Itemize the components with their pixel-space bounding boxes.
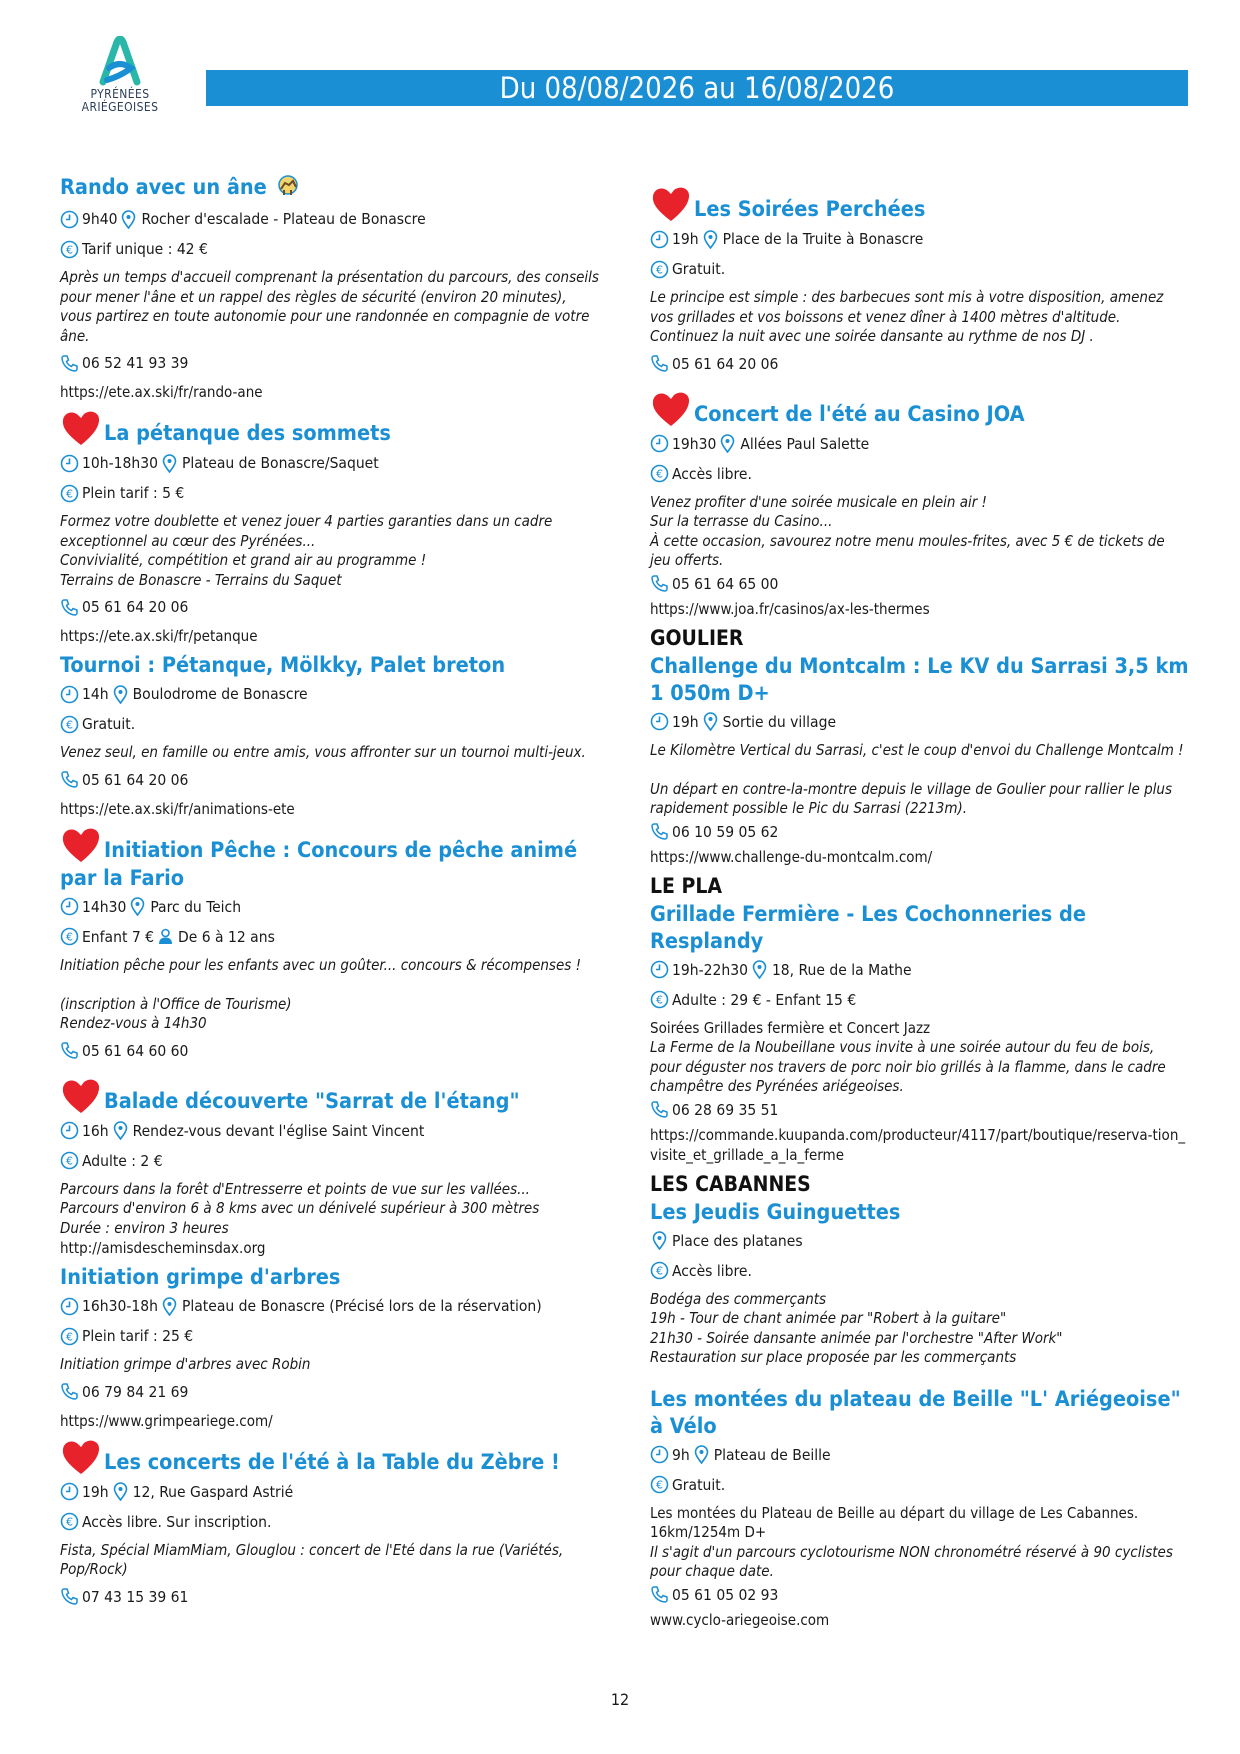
euro-icon [60,484,79,503]
event-rando-ane [60,174,600,402]
svg-text:€: € [656,993,663,1007]
clock-icon [650,434,669,453]
event-description: Après un temps d'accueil comprenant la présentation du parcours, des conseils pour mener l'âne et un rappel des règles de sécurité (environ 20 minutes), vous partirez en toute autonomie pour une randonnée en compagnie de votre âne. [60,268,599,345]
event-place: Plateau de Bonascre/Saquet [181,454,379,472]
event-place: Plateau de Beille [713,1445,831,1464]
svg-text:€: € [656,1478,663,1492]
clock-icon [650,712,669,731]
logo-line-2: ARIÉGEOISES [81,100,159,114]
event-title[interactable]: Les Soirées Perchées [694,197,926,222]
svg-text:€: € [656,1264,663,1278]
event-phone[interactable]: 06 52 41 93 39 [82,354,189,372]
svg-text:€: € [66,1515,73,1529]
location-pin-icon [160,1297,179,1316]
event-place: 12, Rue Gaspard Astrié [132,1482,294,1501]
phone-icon [60,770,79,789]
logo-mark-icon [97,36,143,88]
clock-icon [60,210,79,229]
svg-text:€: € [656,263,663,276]
event-jeudis-guinguettes [650,1199,1190,1368]
heart-icon [650,389,692,429]
phone-icon [60,1041,79,1060]
location-pin-icon [718,434,737,453]
event-time: 19h [82,1482,109,1501]
logo [70,36,170,124]
event-place: Boulodrome de Bonascre [132,685,308,703]
left-column [60,174,600,1616]
location-pin-icon [701,712,720,731]
location-pin-icon [111,1482,130,1501]
heart-icon [60,408,102,448]
euro-icon [60,1151,79,1170]
svg-text:€: € [66,930,73,944]
euro-icon [650,260,669,279]
euro-icon [60,1512,79,1531]
phone-icon [650,1585,669,1604]
event-time: 19h30 [672,434,717,453]
event-description: Bodéga des commerçants 19h - Tour de chant animée par "Robert à la guitare" 21h30 - Soirée dansante animée par l'orchestre "After Work" Restauration sur place proposée par les commerçants [650,1289,1063,1366]
event-title[interactable]: Grillade Fermière - Les Cochonneries de Resplandy [650,901,1086,954]
clock-icon [60,897,79,916]
event-price: Accès libre. Sur inscription. [82,1512,272,1531]
event-place: Sortie du village [722,712,837,731]
event-balade-sarrat [60,1076,600,1259]
clock-icon [60,1121,79,1140]
heart-icon [60,825,102,865]
phone-icon [60,354,79,373]
event-link[interactable]: https://ete.ax.ski/fr/petanque [60,627,258,645]
event-title[interactable]: Les concerts de l'été à la Table du Zèbre ! [104,1449,560,1475]
clock-icon [60,454,79,473]
location-pin-icon [119,210,138,229]
page-number: 12 [610,1690,630,1709]
event-link[interactable]: https://commande.kuupanda.com/producteur/4117/part/boutique/reserva-tion_visite_et_grillade_a_la_ferme [650,1125,1186,1164]
event-description: Formez votre doublette et venez jouer 4 parties garanties dans un cadre exceptionnel au cœur des Pyrénées... Convivialité, compétition et grand air au programme ! Terrains de Bonascre - Terrains du Saquet [60,512,553,589]
euro-icon [650,1475,669,1494]
event-casino-joa [650,389,1190,619]
svg-text:€: € [66,243,73,256]
event-description: La Ferme de la Noubeillane vous invite à une soirée autour du feu de bois, pour déguster nos travers de porc noir bio grillés à la flamme, dans le cadre champêtre des Pyrénées ariégeoises. [650,1038,1166,1095]
heart-icon [60,1437,102,1477]
event-description: Venez profiter d'une soirée musicale en plein air ! Sur la terrasse du Casino... À cette occasion, savourez notre menu moules-frites, avec 5 € de tickets de jeu offerts. [650,492,1165,569]
event-price: Plein tarif : 5 € [82,484,185,502]
event-phone[interactable]: 05 61 64 65 00 [672,574,779,593]
svg-text:€: € [66,718,73,731]
clock-icon [650,1445,669,1464]
event-time: 16h30-18h [82,1297,158,1315]
event-title[interactable]: Les Jeudis Guinguettes [650,1199,901,1225]
event-description: Initiation pêche pour les enfants avec un goûter... concours & récompenses ! (inscription à l'Office de Tourisme) Rendez-vous à 14h30 [60,955,581,1032]
event-time: 9h [672,1445,690,1464]
event-grillade-fermiere [650,901,1190,1165]
event-petanque-sommets [60,408,600,646]
right-column [650,184,1190,1636]
event-phone[interactable]: 05 61 64 20 06 [82,770,189,789]
phone-icon [60,598,79,617]
svg-text:€: € [656,467,663,481]
event-title[interactable]: Balade découverte "Sarrat de l'étang" [104,1088,520,1114]
event-subtitle: Les montées du Plateau de Beille au départ du village de Les Cabannes. 16km/1254m D+ [650,1503,1139,1541]
event-link[interactable]: https://www.joa.fr/casinos/ax-les-thermes [650,599,930,618]
event-price: Tarif unique : 42 € [82,240,208,258]
event-place: Plateau de Bonascre (Précisé lors de la réservation) [181,1297,542,1315]
event-description: Initiation grimpe d'arbres avec Robin [60,1355,311,1373]
location-pin-icon [128,897,147,916]
event-price: Accès libre. [672,464,752,483]
phone-icon [650,574,669,593]
event-phone[interactable]: 06 28 69 35 51 [672,1100,779,1119]
location-pin-icon [650,1231,669,1250]
section-goulier: GOULIER [650,625,744,650]
section-les-cabannes: LES CABANNES [650,1171,811,1196]
phone-icon [650,354,669,373]
event-place: 18, Rue de la Mathe [771,960,912,979]
event-phone[interactable]: 07 43 15 39 61 [82,1587,189,1606]
phone-icon [650,1100,669,1119]
event-place: Allées Paul Salette [740,434,870,453]
euro-icon [60,1327,79,1346]
event-price: Plein tarif : 25 € [82,1327,194,1345]
svg-text:€: € [66,487,73,500]
event-price: Enfant 7 € [82,927,154,946]
event-link[interactable]: https://ete.ax.ski/fr/animations-ete [60,799,295,818]
location-pin-icon [692,1445,711,1464]
clock-icon [650,960,669,979]
heart-icon [60,1076,102,1116]
event-time: 10h-18h30 [82,454,158,472]
phone-icon [60,1382,79,1401]
event-time: 19h [672,712,699,731]
event-description: Parcours dans la forêt d'Entresserre et points de vue sur les vallées... Parcours d'environ 6 à 8 kms avec un dénivelé supérieur à 300 mètres Durée : environ 3 heures [60,1179,540,1237]
clock-icon [60,685,79,704]
location-pin-icon [160,454,179,473]
child-icon [156,927,175,946]
svg-text:€: € [66,1330,73,1343]
location-pin-icon [111,1121,130,1140]
euro-icon [650,990,669,1009]
event-title[interactable]: Challenge du Montcalm : Le KV du Sarrasi 3,5 km 1 050m D+ [650,653,1189,706]
event-place: Parc du Teich [150,897,242,916]
event-title[interactable]: Rando avec un âne [60,175,267,200]
euro-icon [650,464,669,483]
event-montees-beille [650,1386,1190,1630]
event-age: De 6 à 12 ans [178,927,275,946]
event-phone[interactable]: 05 61 64 60 60 [82,1041,189,1060]
event-time: 14h [82,685,109,703]
clock-icon [60,1482,79,1501]
event-link[interactable]: https://www.grimpeariege.com/ [60,1411,273,1430]
logo-tagline [70,114,170,124]
event-concerts-zebre [60,1437,600,1608]
clock-icon [650,230,669,249]
event-challenge-montcalm [650,653,1190,867]
event-title[interactable]: Initiation grimpe d'arbres [60,1265,341,1290]
section-le-pla: LE PLA [650,873,723,898]
event-title[interactable]: Concert de l'été au Casino JOA [694,401,1025,427]
event-price: Gratuit. [82,715,136,733]
event-time: 9h40 [82,210,118,228]
event-link[interactable]: https://www.challenge-du-montcalm.com/ [650,847,933,866]
event-title[interactable]: Les montées du plateau de Beille "L' Ariégeoise" à Vélo [650,1386,1181,1439]
event-title[interactable]: La pétanque des sommets [104,421,391,446]
location-pin-icon [701,230,720,249]
event-place: Rendez-vous devant l'église Saint Vincent [132,1121,425,1140]
event-time: 19h [672,230,699,248]
event-price: Gratuit. [672,260,726,278]
clock-icon [60,1297,79,1316]
event-time: 16h [82,1121,109,1140]
date-range-banner: Du 08/08/2026 au 16/08/2026 [206,70,1188,106]
event-title[interactable]: Initiation Pêche : Concours de pêche animé par la Fario [60,837,578,891]
event-phone[interactable]: 06 10 59 05 62 [672,822,779,841]
event-price: Gratuit. [672,1475,726,1494]
euro-icon [60,240,79,259]
event-description: Il s'agit d'un parcours cyclotourisme NON chronométré réservé à 90 cyclistes pour chaque date. [650,1542,1173,1580]
phone-icon [60,1587,79,1606]
event-soirees-perchees [650,184,1190,375]
event-initiation-peche [60,825,600,1062]
event-description: Le Kilomètre Vertical du Sarrasi, c'est le coup d'envoi du Challenge Montcalm ! Un départ en contre-la-montre depuis le village de Goulier pour rallier le plus rapidement possible le Pic du Sarrasi (2213m). [650,740,1184,817]
event-place: Rocher d'escalade - Plateau de Bonascre [141,210,426,228]
event-grimpe-arbres [60,1264,600,1431]
logo-line-1: PYRÉNÉES [90,87,150,101]
event-price: Adulte : 2 € [82,1151,163,1170]
event-description: Le principe est simple : des barbecues sont mis à votre disposition, amenez vos grillades et vos boissons et venez dîner à 1400 mètres d'altitude. Continuez la nuit avec une soirée dansante au rythme de nos DJ . [650,288,1164,345]
event-time: 14h30 [82,897,127,916]
phone-icon [650,822,669,841]
event-phone[interactable]: 06 79 84 21 69 [82,1382,189,1401]
event-price: Accès libre. [672,1261,752,1280]
event-place: Place de la Truite à Bonascre [722,230,924,248]
event-description: Fista, Spécial MiamMiam, Glouglou : concert de l'Eté dans la rue (Variétés, Pop/Rock) [60,1540,564,1578]
location-pin-icon [111,685,130,704]
heart-icon [650,184,692,224]
event-time: 19h-22h30 [672,960,748,979]
event-place: Place des platanes [672,1231,803,1250]
event-link[interactable]: http://amisdescheminsdax.org [60,1239,266,1257]
euro-icon [60,715,79,734]
event-tournoi [60,652,600,819]
euro-icon [60,927,79,946]
event-link[interactable]: https://ete.ax.ski/fr/rando-ane [60,383,263,401]
euro-icon [650,1261,669,1280]
svg-text:€: € [66,1154,73,1168]
event-price: Adulte : 29 € - Enfant 15 € [672,990,857,1009]
event-phone[interactable]: 05 61 05 02 93 [672,1585,779,1604]
event-phone[interactable]: 05 61 64 20 06 [672,354,779,373]
event-phone[interactable]: 05 61 64 20 06 [82,598,189,616]
location-pin-icon [750,960,769,979]
event-link[interactable]: www.cyclo-ariegeoise.com [650,1610,830,1629]
event-title[interactable]: Tournoi : Pétanque, Mölkky, Palet breton [60,653,506,678]
event-subtitle: Soirées Grillades fermière et Concert Jazz [650,1018,931,1037]
event-description: Venez seul, en famille ou entre amis, vous affronter sur un tournoi multi-jeux. [60,743,586,761]
donkey-icon [275,175,301,204]
